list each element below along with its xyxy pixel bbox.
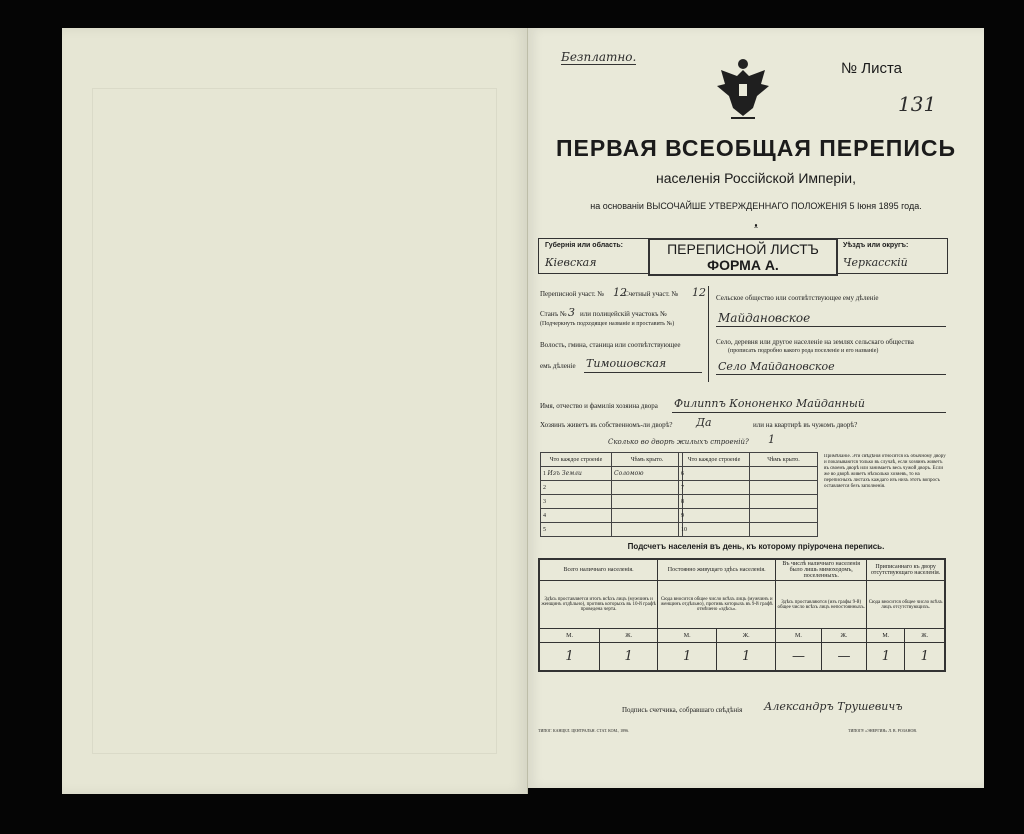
table-row <box>541 467 683 481</box>
bleed-through-ghost <box>92 88 497 754</box>
row-no: 4 <box>541 509 612 523</box>
census-section-label: Переписной участ. № <box>540 290 605 298</box>
table-row <box>679 495 818 509</box>
row-material: Изъ Земли <box>547 470 582 477</box>
village-value: Село Майдановское <box>718 360 835 373</box>
buildings-header-roof: Чѣмъ крыто. <box>612 453 683 467</box>
fields-divider <box>708 286 709 382</box>
pop-desc-absent: Сюда вносится общее число всѣхъ лицъ отсутствующихъ. <box>867 581 945 629</box>
sex-label: Ж. <box>905 629 945 643</box>
sex-label: М. <box>776 629 822 643</box>
buildings-table-right <box>678 452 818 537</box>
sex-label: М. <box>867 629 905 643</box>
pop-value: 1 <box>905 643 945 671</box>
pop-desc-total: Здѣсь проставляется итогъ всѣхъ лицъ (мужчинъ и женщинъ отдѣльно), противъ которыхъ въ 10-й графѣ проведена черта. <box>539 581 658 629</box>
district-label: Уѣздъ или округъ: <box>843 242 909 249</box>
row-no: 10 <box>679 523 750 537</box>
buildings-value: 1 <box>768 433 775 446</box>
village-underline <box>716 374 946 375</box>
pop-value: 1 <box>658 643 717 671</box>
buildings-note: Примѣчаніе. Эти свѣдѣнія относятся къ обычному двору и показываются только въ случаѣ, если хозяинъ живетъ въ своемъ дворѣ или занимаетъ весь чужой дворъ. Если же во дворѣ живетъ нѣсколько хозяевъ, то на переписныхъ листахъ каждаго изъ нихъ этотъ вопросъ оставляется безъ заполненія. <box>824 454 946 489</box>
row-roof: Соломою <box>612 467 683 481</box>
census-subtitle: населенія Россійской Имперіи, <box>656 170 856 186</box>
police-label: или полицейскій участокъ № <box>580 310 667 318</box>
pop-value: 1 <box>867 643 905 671</box>
signature-value: Александръ Трушевичъ <box>764 700 903 713</box>
owner-lives-label: Хозяинъ живетъ въ собственномъ-ли дворѣ? <box>540 421 673 429</box>
row-no: 3 <box>541 495 612 509</box>
volost-label: Волость, гмина, станица или соотвѣтствующее <box>540 341 681 349</box>
owner-lives-value: Да <box>696 416 712 429</box>
buildings-header-material: Что каждое строеніе <box>541 453 612 467</box>
ornament-divider: ᴥ <box>753 221 759 230</box>
sex-label: Ж. <box>821 629 867 643</box>
buildings-header-roof-2: Чѣмъ крыто. <box>750 453 818 467</box>
form-title-box <box>648 238 838 276</box>
row-no: 9 <box>679 509 750 523</box>
pop-head-permanent: Постоянно живущаго здѣсь населенія. <box>658 559 776 581</box>
province-label: Губернія или область: <box>545 242 624 249</box>
signature-label: Подпись счетчика, собравшаго свѣдѣнія <box>622 706 743 714</box>
pop-value: — <box>776 643 822 671</box>
row-no: 2 <box>541 481 612 495</box>
district-value: Черкасскій <box>843 256 908 269</box>
table-row <box>679 481 818 495</box>
count-section-value: 12 <box>692 286 706 299</box>
pop-head-absent: Приписаннаго къ двору отсутствующаго населенія. <box>867 559 945 581</box>
sex-label: М. <box>658 629 717 643</box>
form-title: ПЕРЕПИСНОЙ ЛИСТЪ <box>667 241 819 257</box>
population-title: Подсчетъ населенія въ день, къ которому пріурочена перепись. <box>627 542 885 551</box>
stan-value: 3 <box>568 306 575 319</box>
row-no: 6 <box>679 467 750 481</box>
province-box <box>538 238 650 274</box>
free-label: Безплатно. <box>561 50 637 64</box>
table-row <box>541 523 683 537</box>
pop-head-total: Всего наличнаго населенія. <box>539 559 658 581</box>
census-form-page <box>528 28 984 788</box>
table-row <box>541 509 683 523</box>
sheet-number-label: № Листа <box>841 60 903 77</box>
rural-society-label: Сельское общество или соотвѣтствующее ему дѣленіе <box>716 294 879 302</box>
pop-value: 1 <box>600 643 658 671</box>
pop-value: — <box>821 643 867 671</box>
buildings-label: Сколько во дворѣ жилыхъ строеній? <box>608 438 749 446</box>
owner-label: Имя, отчество и фамилія хозяина двора <box>540 402 658 410</box>
row-no: 8 <box>679 495 750 509</box>
pop-value: 1 <box>539 643 600 671</box>
village-note: (прописать подробно какого рода поселеніе и его названіе) <box>728 348 879 354</box>
rural-society-value: Майдановское <box>718 311 811 325</box>
census-basis: на основаніи ВЫСОЧАЙШЕ УТВЕРЖДЕННАГО ПОЛОЖЕНІЯ 5 Іюня 1895 года. <box>590 201 922 211</box>
pop-value: 1 <box>717 643 776 671</box>
row-no: 1 <box>543 471 546 477</box>
printer-right: ТИПОГР. «ЭНЕРГИЯ» Л. В. РОЗАНОВ. <box>848 728 918 733</box>
table-row <box>679 467 818 481</box>
buildings-table-left <box>540 452 683 537</box>
sex-label: Ж. <box>600 629 658 643</box>
owner-underline <box>672 412 946 413</box>
owner-value: Филиппъ Кононенко Майданный <box>674 397 865 410</box>
census-title: ПЕРВАЯ ВСЕОБЩАЯ ПЕРЕПИСЬ <box>555 135 957 161</box>
underline-note: (Подчеркнуть подходящее названіе и проставить №) <box>540 321 675 327</box>
rented-label: или на квартирѣ въ чужомъ дворѣ? <box>753 421 858 429</box>
count-section-label: Счетный участ. № <box>624 290 679 298</box>
buildings-header-material-2: Что каждое строеніе <box>679 453 750 467</box>
census-section-value: 12 <box>613 286 627 299</box>
pop-desc-transient: Здѣсь проставляются (изъ графы 9-й) общее число всѣхъ лицъ непостоянныхъ. <box>776 581 867 629</box>
table-row <box>541 481 683 495</box>
pop-desc-permanent: Сюда вносится общее число всѣхъ лицъ (мужчинъ и женщинъ отдѣльно), противъ которыхъ въ 9-й графѣ отмѣчено «здѣсь». <box>658 581 776 629</box>
volost-underline <box>584 372 702 373</box>
table-row <box>541 495 683 509</box>
district-box <box>836 238 948 274</box>
village-label: Село, деревня или другое населеніе на землях сельскаго общества <box>716 338 914 346</box>
province-value: Кіевская <box>545 256 597 269</box>
sex-label: М. <box>539 629 600 643</box>
pop-head-transient: Въ числѣ наличнаго населенія было лишь мимоходомъ, поселенныхъ. <box>776 559 867 581</box>
stan-label: Станъ № <box>540 310 567 318</box>
imperial-eagle-emblem <box>713 56 773 124</box>
volost-label-2: емъ дѣленіе <box>540 362 576 370</box>
volost-value: Тимошовская <box>586 357 667 370</box>
sex-label: Ж. <box>717 629 776 643</box>
sheet-number-value: 131 <box>898 92 937 116</box>
printer-left: ТИПОГ. КАНЦЕЛ. ЦЕНТРАЛЬН. СТАТ. КОМ., 1896. <box>538 728 630 733</box>
rural-society-underline <box>716 326 946 327</box>
table-row <box>679 509 818 523</box>
left-page-blank <box>62 28 528 794</box>
form-subtitle: ФОРМА А. <box>707 257 779 273</box>
table-row <box>679 523 818 537</box>
row-no: 5 <box>541 523 612 537</box>
population-table <box>538 558 946 672</box>
row-no: 7 <box>679 481 750 495</box>
